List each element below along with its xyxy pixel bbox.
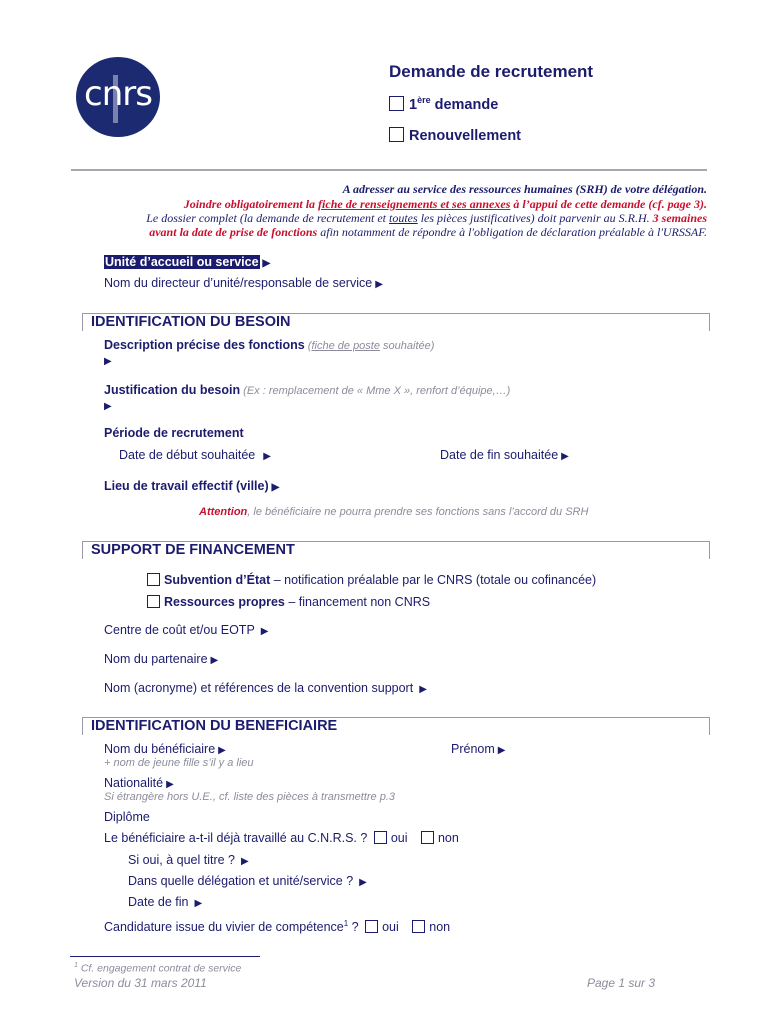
- first-request-option[interactable]: 1ère demande: [389, 95, 498, 113]
- justification-field[interactable]: Justification du besoin (Ex : remplacement de « Mme X », renfort d’équipe,…): [104, 383, 511, 397]
- arrow-icon: ▶: [218, 745, 226, 756]
- section-title-financement: SUPPORT DE FINANCEMENT: [91, 542, 295, 558]
- end-date-prev-field[interactable]: Date de fin ▶: [128, 895, 203, 909]
- intro-line-1: A adresser au service des ressources humaines (SRH) de votre délégation.: [342, 182, 707, 196]
- arrow-icon: ▶: [561, 451, 569, 462]
- renewal-option[interactable]: Renouvellement: [389, 127, 521, 144]
- intro-line-4: avant la date de prise de fonctions afin notamment de répondre à l'obligation de déclaration préalable à l'URSSAF.: [149, 225, 707, 239]
- arrow-icon: ▶: [260, 626, 269, 637]
- arrow-icon: ▶: [262, 258, 271, 269]
- footnote-divider: [70, 956, 260, 957]
- delegation-field[interactable]: Dans quelle délégation et unité/service ? ▶: [128, 874, 367, 888]
- firstname-field[interactable]: Prénom ▶: [451, 742, 506, 756]
- logo-text: cnrs: [84, 74, 152, 114]
- partner-field[interactable]: Nom du partenaire ▶: [104, 652, 219, 666]
- arrow-icon: ▶: [241, 856, 249, 867]
- intro-line-3: Le dossier complet (la demande de recrutement et toutes les pièces justificatives) doit parvenir au S.R.H. 3 semaines: [146, 211, 707, 225]
- arrow-icon: ▶: [359, 877, 367, 888]
- vivier-no-option[interactable]: non: [412, 920, 450, 934]
- arrow-icon: ▶: [271, 482, 280, 493]
- footnote: $^1$ Cf. engagement contrat de service: [74, 962, 242, 975]
- worked-yes-option[interactable]: oui: [374, 831, 408, 845]
- attention-note: Attention, le bénéficiaire ne pourra prendre ses fonctions sans l’accord du SRH: [199, 506, 589, 518]
- version-text: Version du 31 mars 2011: [74, 976, 207, 990]
- arrow-icon: ▶: [104, 356, 112, 367]
- worked-no-option[interactable]: non: [421, 831, 459, 845]
- arrow-icon: ▶: [210, 655, 219, 666]
- director-field[interactable]: Nom du directeur d’unité/responsable de service ▶: [104, 276, 383, 290]
- worked-before-question: Le bénéficiaire a-t-il déjà travaillé au C.N.R.S. ? oui non: [104, 831, 459, 845]
- beneficiary-name-field[interactable]: Nom du bénéficiaire ▶: [104, 742, 226, 756]
- subvention-checkbox[interactable]: [147, 573, 160, 586]
- yes-checkbox: [365, 920, 378, 933]
- ressources-checkbox[interactable]: [147, 595, 160, 608]
- maiden-name-hint: + nom de jeune fille s’il y a lieu: [104, 757, 254, 769]
- cnrs-logo: [76, 57, 160, 137]
- header-divider: [71, 169, 707, 171]
- no-checkbox: [421, 831, 434, 844]
- section-financement: [82, 541, 710, 559]
- arrow-icon: ▶: [419, 684, 427, 695]
- workplace-field[interactable]: Lieu de travail effectif (ville) ▶: [104, 479, 280, 493]
- nationality-hint: Si étrangère hors U.E., cf. liste des pièces à transmettre p.3: [104, 791, 396, 803]
- vivier-question: Candidature issue du vivier de compétence$^1$ ? oui non: [104, 919, 451, 935]
- no-checkbox: [412, 920, 425, 933]
- arrow-icon: ▶: [375, 279, 383, 290]
- first-request-checkbox[interactable]: [389, 96, 404, 111]
- renewal-checkbox[interactable]: [389, 127, 404, 142]
- diploma-field[interactable]: Diplôme: [104, 810, 150, 824]
- end-date-field[interactable]: Date de fin souhaitée ▶: [440, 448, 569, 462]
- vivier-yes-option[interactable]: oui: [365, 920, 399, 934]
- title-field[interactable]: Si oui, à quel titre ? ▶: [128, 853, 249, 867]
- unit-field[interactable]: [104, 255, 270, 269]
- subvention-option[interactable]: Subvention d’État – notification préalable par le CNRS (totale ou cofinancée): [147, 573, 596, 587]
- start-date-field[interactable]: Date de début souhaitée ▶: [119, 448, 271, 462]
- arrow-icon: ▶: [104, 401, 112, 412]
- description-field[interactable]: Description précise des fonctions (fiche de poste souhaitée): [104, 338, 435, 352]
- unit-label: Unité d’accueil ou service: [105, 255, 259, 269]
- ressources-option[interactable]: Ressources propres – financement non CNRS: [147, 595, 430, 609]
- section-beneficiaire: [82, 717, 710, 735]
- arrow-icon: ▶: [497, 745, 506, 756]
- yes-checkbox: [374, 831, 387, 844]
- arrow-icon: ▶: [166, 779, 174, 790]
- section-title-beneficiaire: IDENTIFICATION DU BENEFICIAIRE: [91, 718, 338, 734]
- page-title: Demande de recrutement: [389, 62, 594, 81]
- section-besoin: [82, 313, 710, 331]
- arrow-icon: ▶: [194, 898, 203, 909]
- page-number: Page 1 sur 3: [587, 976, 656, 990]
- cost-center-field[interactable]: Centre de coût et/ou EOTP ▶: [104, 623, 269, 637]
- arrow-icon: ▶: [263, 451, 271, 462]
- intro-line-2: Joindre obligatoirement la fiche de renseignements et ses annexes à l’appui de cette demande (cf. page 3).: [183, 197, 707, 211]
- nationality-field[interactable]: Nationalité ▶: [104, 776, 174, 790]
- section-title-besoin: IDENTIFICATION DU BESOIN: [91, 314, 291, 330]
- convention-field[interactable]: Nom (acronyme) et références de la convention support ▶: [104, 681, 427, 695]
- periode-label: Période de recrutement: [104, 426, 244, 440]
